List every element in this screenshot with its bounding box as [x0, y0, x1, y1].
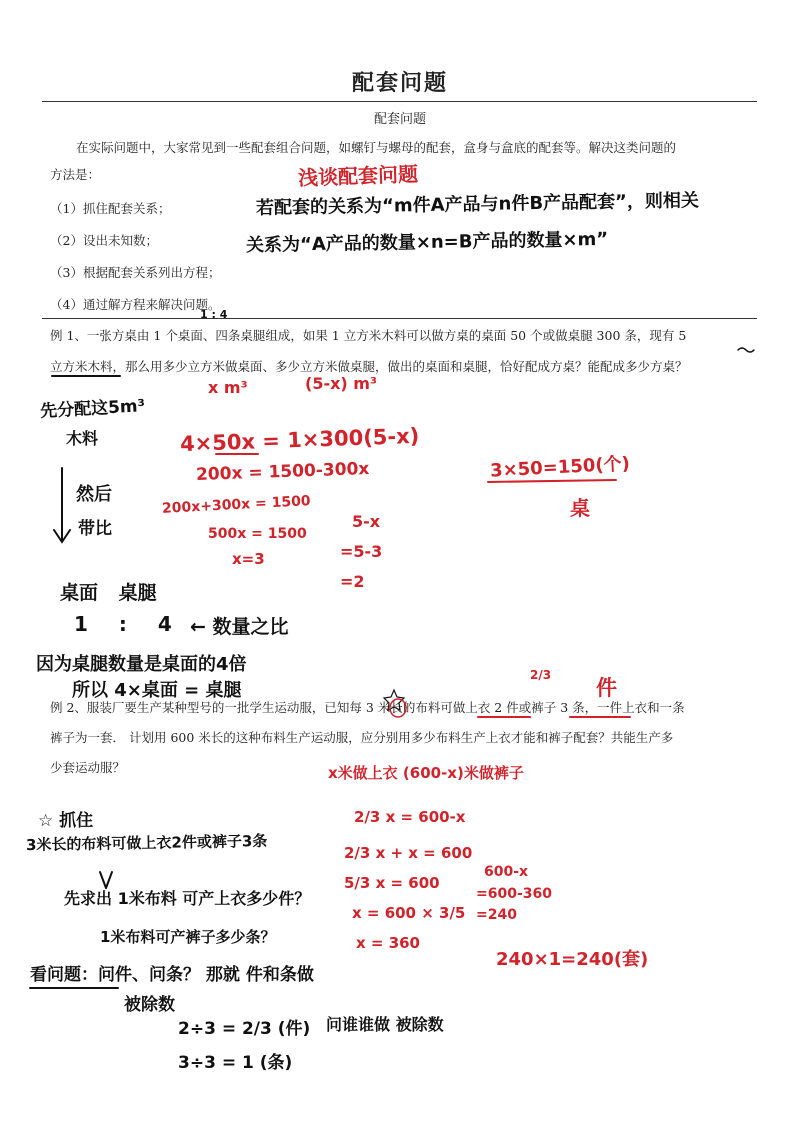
hw-ex1-ratio: 1 : 4 [74, 612, 172, 636]
hw-ex1-eq-1: 4×50x = 1×300(5-x) [179, 423, 420, 457]
hw-ex1-product: 3×50=150(个) [489, 453, 631, 482]
hw-ex2-div-2: 3÷3 = 1 (条) [178, 1053, 293, 1073]
hw-ex1-product-unit: 桌 [570, 496, 590, 520]
hw-ex1-header: 桌面 桌腿 [60, 582, 157, 604]
hw-ex1-then-1: 然后 [76, 484, 112, 505]
hw-ex2-div-1: 2÷3 = 2/3 (件) [178, 1019, 311, 1039]
example2-line-2: 裤子为一套． 计划用 600 米长的这种布料生产运动服，应分别用多少布料生产上衣才能和裤子配套？共能生产多 [50, 730, 674, 745]
hw-ex1-eq-4: 500x = 1500 [208, 526, 307, 542]
hw-ex2-eq-5: x = 360 [356, 934, 420, 952]
hw-ex2-first-2: 1米布料可产裤子多少条？ [100, 928, 276, 946]
hw-ex2-ask: 问谁谁做 被除数 [326, 1015, 444, 1034]
step-1: （1）抓住配套关系； [50, 201, 171, 216]
hw-ex2-eq-1: 2/3 x = 600-x [354, 808, 466, 826]
hw-rule-line-1: 若配套的关系为“m件A产品与n件B产品配套”，则相关 [255, 190, 700, 219]
hw-ex1-eq-2: 200x = 1500-300x [195, 458, 370, 486]
page-title: 配套问题 [351, 70, 448, 96]
hw-ex2-vars: x米做上衣 (600-x)米做裤子 [328, 764, 524, 782]
hw-ex1-label-x: x m³ [208, 378, 248, 397]
hw-ex2-total: 240×1=240(套) [496, 949, 649, 970]
hw-ex2-key-line: 3米长的布料可做上衣2件或裤子3条 [25, 831, 268, 855]
hw-ex2-calc-1: 600-x [484, 864, 529, 880]
intro-line-2: 方法是： [50, 167, 101, 182]
hw-red-heading: 浅谈配套问题 [297, 161, 419, 191]
hw-ex2-first-1: 先求出 1米布料 可产上衣多少件？ [64, 889, 311, 908]
hw-ex2-calc-2: =600-360 [476, 886, 552, 902]
hw-ex1-eq-3: 200x+300x = 1500 [161, 493, 312, 517]
step-4: （4）通过解方程来解决问题。 [50, 297, 221, 312]
section-rule [42, 318, 757, 319]
title-rule [42, 101, 757, 102]
hw-ex1-rem-2: =5-3 [340, 542, 383, 561]
hw-ex2-calc-3: =240 [476, 907, 517, 923]
example1-line-1: 例 1、一张方桌由 1 个桌面、四条桌腿组成，如果 1 立方米木料可以做方桌的桌面 50 个或做桌腿 300 条，现有 5 [50, 328, 687, 343]
hw-ex1-eq-5: x=3 [232, 550, 265, 568]
hw-ex2-frac: 2/3 [530, 668, 552, 682]
example1-line-2: 立方米木料，那么用多少立方米做桌面、多少立方米做桌腿，做出的桌面和桌腿，恰好配成方桌？能配成多少方桌？ [50, 359, 688, 374]
hw-ex2-look: 看问题：问件、问条？ 那就 件和条做 [30, 965, 314, 985]
hw-ex1-note-1: 先分配这5m³ [39, 396, 146, 422]
step-2: （2）设出未知数； [50, 233, 158, 248]
hw-ex1-label-5x: (5-x) m³ [305, 374, 377, 393]
hw-ex2-piece: 件 [596, 676, 617, 700]
hw-ex2-dividend: 被除数 [124, 995, 175, 1015]
hw-ex1-note-2: 木料 [66, 429, 99, 448]
hw-ratio-mark: 1 : 4 [200, 308, 228, 321]
hw-ex2-eq-2: 2/3 x + x = 600 [344, 844, 473, 862]
intro-line-1: 在实际问题中，大家常见到一些配套组合问题，如螺钉与螺母的配套，盒身与盒底的配套等。解决这类问题的 [76, 140, 677, 155]
subtitle: 配套问题 [373, 112, 426, 127]
hw-ex1-then-2: 带比 [78, 519, 112, 539]
hw-ex1-reason: 因为桌腿数量是桌面的4倍 [36, 654, 247, 675]
example2-line-3: 少套运动服？ [50, 760, 126, 775]
hw-ex1-rem-3: =2 [340, 572, 365, 591]
hw-ex1-ratio-note: ← 数量之比 [190, 616, 289, 638]
hw-ex2-eq-3: 5/3 x = 600 [344, 874, 440, 892]
step-3: （3）根据配套关系列出方程； [50, 265, 221, 280]
hw-ex1-therefore: 所以 4×桌面 = 桌腿 [72, 680, 242, 701]
example2-line-1: 例 2、服装厂要生产某种型号的一批学生运动服，已知每 3 米长的布料可做上衣 2 件或裤子 3 条，一件上衣和一条 [50, 700, 685, 715]
hw-ex2-keynote: ☆ 抓住 [38, 811, 94, 831]
hw-ex2-eq-4: x = 600 × 3/5 [352, 904, 466, 922]
hw-rule-line-2: 关系为“A产品的数量×n=B产品的数量×m” [245, 228, 609, 257]
hw-ex1-rem-1: 5-x [352, 512, 381, 531]
